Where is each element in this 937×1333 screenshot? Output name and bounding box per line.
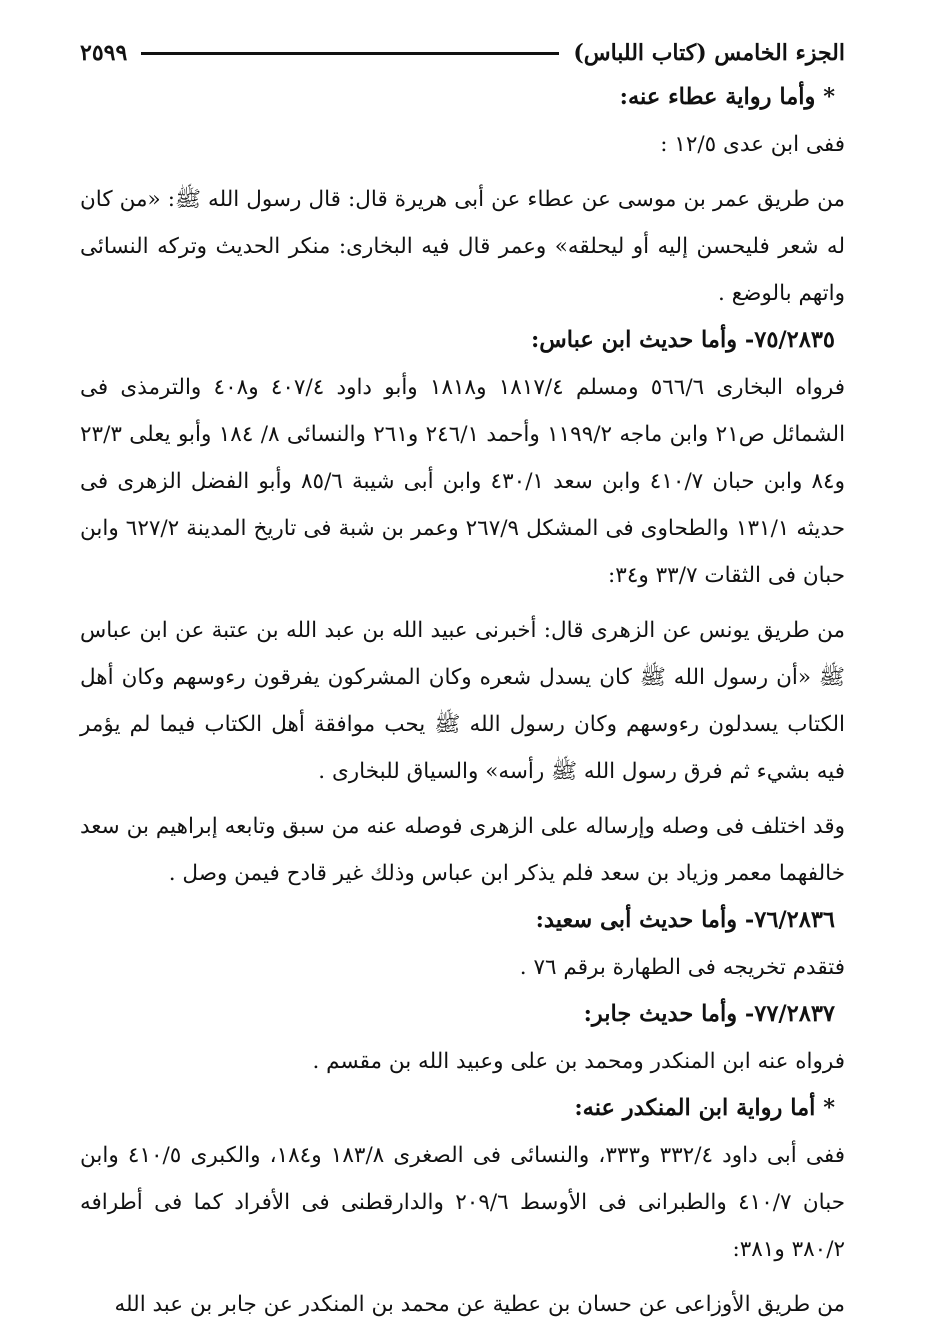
paragraph-jabir-narrators: فرواه عنه ابن المنكدر ومحمد بن على وعبيد الله بن مقسم . <box>312 1049 845 1074</box>
section-heading-abi-said: ٧٦/٢٨٣٦- وأما حديث أبى سعيد: <box>535 907 835 933</box>
section-heading-ibn-al-munkadir: * أما رواية ابن المنكدر عنه: <box>574 1095 835 1121</box>
section-heading-ibn-abbas: ٧٥/٢٨٣٥- وأما حديث ابن عباس: <box>531 327 835 353</box>
paragraph-ikhtilaf: وقد اختلف فى وصله وإرساله على الزهرى فوصله عنه من سبق وتابعه إبراهيم بن سعد خالفهما معمر وزياد بن سعد فلم يذكر ابن عباس وذلك غير قادح فيمن وصل . <box>80 814 845 886</box>
section-heading-ata: * وأما رواية عطاء عنه: <box>619 84 835 110</box>
paragraph-umar-ibn-musa: من طريق عمر بن موسى عن عطاء عن أبى هريرة قال: قال رسول الله ﷺ: «من كان له شعر فليحسن إليه أو ليحلقه» وعمر قال فيه البخارى: منكر الحديث وتركه النسائى واتهم بالوضع . <box>80 187 845 306</box>
paragraph-yunus-zuhri: من طريق يونس عن الزهرى قال: أخبرنى عبيد الله بن عبد الله بن عتبة عن ابن عباس ﷺ «أن رسول الله ﷺ كان يسدل شعره وكان المشركون يفرقون رءوسهم وكان أهل الكتاب يسدلون رءوسهم وكان رسول الله ﷺ يحب موافقة أهل الكتاب فيما لم يؤمر فيه بشيء ثم فرق رسول الله ﷺ رأسه» والسياق للبخارى . <box>80 618 845 784</box>
paragraph-abi-dawud-sources: ففى أبى داود ٣٣٢/٤ و٣٣٣، والنسائى فى الصغرى ١٨٣/٨ و١٨٤، والكبرى ٤١٠/٥ وابن حبان ٤١٠/٧ والطبرانى فى الأوسط ٢٠٩/٦ والدارقطنى فى الأفراد كما فى أطرافه ٣٨٠/٢ و٣٨١: <box>80 1143 845 1262</box>
paragraph-tahara-ref: فتقدم تخريجه فى الطهارة برقم ٧٦ . <box>519 955 845 980</box>
running-header <box>80 36 845 70</box>
paragraph-sources-ibn-abbas: فرواه البخارى ٥٦٦/٦ ومسلم ١٨١٧/٤ و١٨١٨ وأبو داود ٤٠٧/٤ و٤٠٨ والترمذى فى الشمائل ص٢١ وابن ماجه ١١٩٩/٢ وأحمد ٢٤٦/١ و٢٦١ والنسائى ٨/ ١٨٤ وأبو يعلى ٢٣/٣ و٨٤ وابن حبان ٤١٠/٧ وابن سعد ٤٣٠/١ وابن أبى شيبة ٨٥/٦ وأبو الفضل الزهرى فى حديثه ١٣١/١ والطحاوى فى المشكل ٢٦٧/٩ وعمر بن شبة فى تاريخ المدينة ٦٢٧/٢ وابن حبان فى الثقات ٣٣/٧ و٣٤: <box>80 375 846 588</box>
header-rule <box>141 52 559 55</box>
page-number: ٢٥٩٩ <box>80 40 128 66</box>
header-title: الجزء الخامس (كتاب اللباس) <box>573 40 845 66</box>
paragraph-awzai-chain: من طريق الأوزاعى عن حسان بن عطية عن محمد بن المنكدر عن جابر بن عبد الله <box>114 1292 845 1317</box>
paragraph-ibn-adi: ففى ابن عدى ١٢/٥ : <box>660 132 845 157</box>
section-heading-jabir: ٧٧/٢٨٣٧- وأما حديث جابر: <box>583 1001 835 1027</box>
